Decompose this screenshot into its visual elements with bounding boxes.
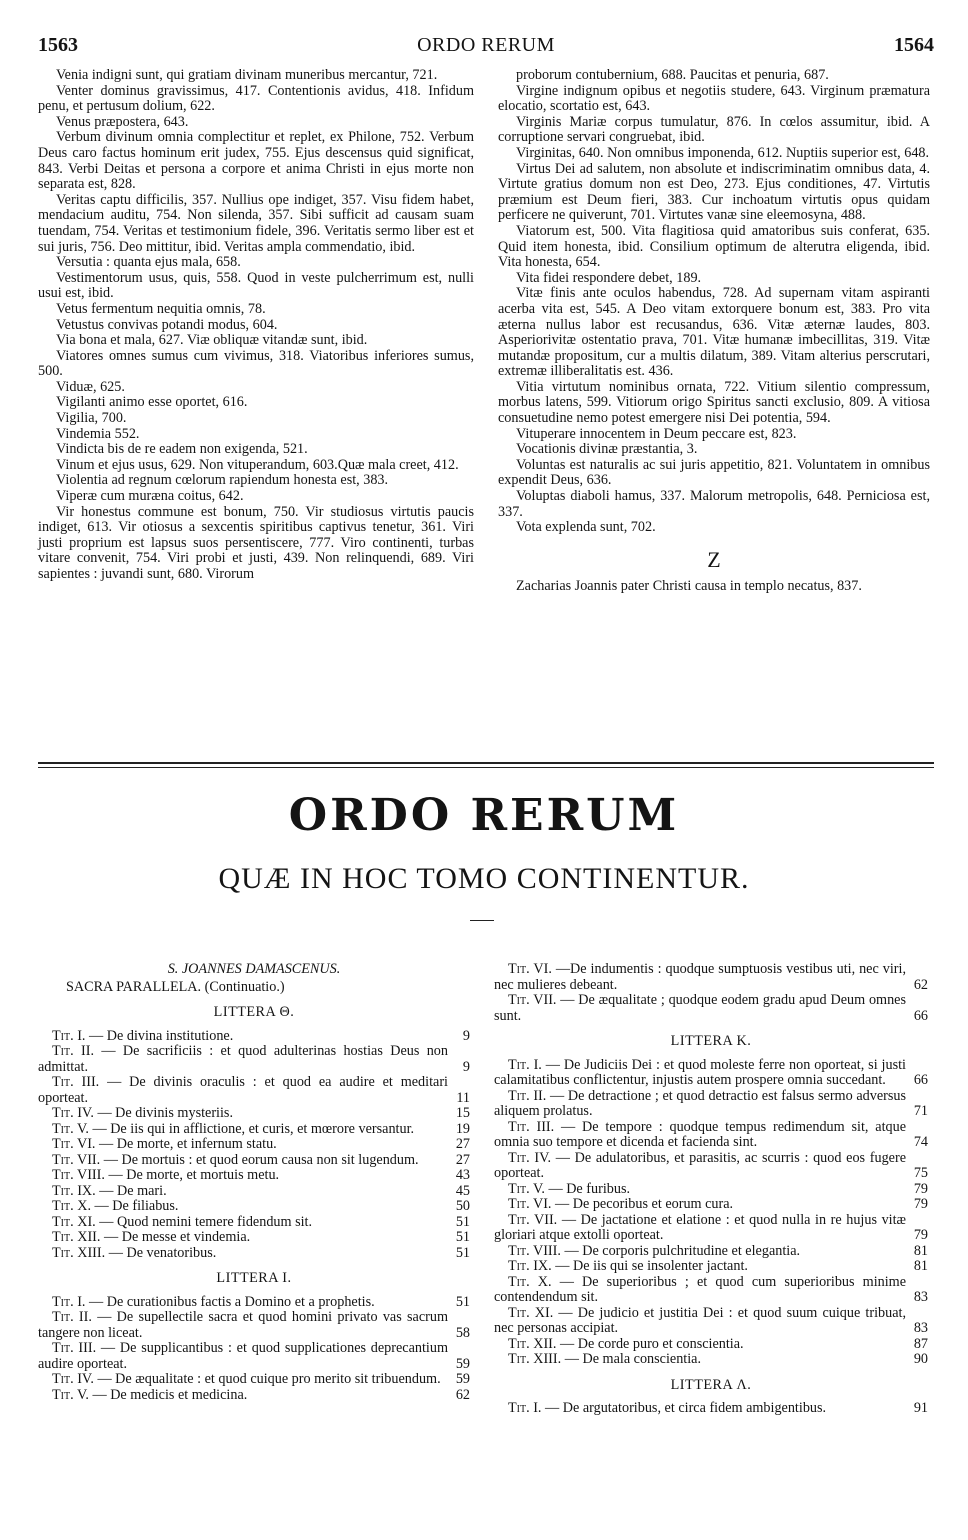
toc-entry-number: Tit. IV.: [52, 1371, 94, 1387]
index-entry: Virgine indignum opibus et negotiis studere, 643. Virginum præmatura elocatio, scortatio est, 643.: [498, 82, 930, 115]
toc-entry-number: Tit. XIII.: [508, 1351, 562, 1367]
toc-entry: [494, 1182, 928, 1198]
toc-entry-text: — De judicio et justitia Dei : et quod suum cuique tribuat, nec personas accipiat.: [494, 1304, 906, 1336]
index-entry: Vir honestus commune est bonum, 750. Vir studiosus virtutis paucis indiget, 613. Vir otiosus a sexcentis spiritibus captivus tenetur, 361. Viri justi proprium est lapsus suos persentiscere, 777. Viro continenti, turbas vitare convenit, 754. Viri probi et justi, 439. Non relinquendi, 689. Viri sapientes : juvandi sunt, 680. Virorum: [38, 503, 474, 582]
toc-entry-text: — De divina institutione.: [85, 1027, 234, 1044]
toc-entry: [494, 1259, 928, 1275]
toc-entry: [38, 1029, 470, 1045]
toc-entry: [494, 1197, 928, 1213]
toc-entry: [494, 1213, 928, 1244]
toc-entry-page: 90: [913, 1351, 928, 1367]
toc-entry-page: 83: [913, 1320, 928, 1336]
toc-work-title: SACRA PARALLELA. (Continuatio.): [66, 978, 285, 995]
toc-entry-text: — De iis qui se insolenter jactant.: [551, 1258, 748, 1274]
toc-entry: [38, 1295, 470, 1311]
toc-entry-page: 9: [462, 1027, 470, 1044]
toc-entry-text: — De messe et vindemia.: [100, 1229, 251, 1245]
toc-entry-text: — De divinis mysteriis.: [93, 1105, 234, 1121]
toc-entry: [38, 1215, 470, 1231]
index-entry: Vigilia, 700.: [56, 410, 127, 427]
running-header: [38, 34, 934, 64]
toc-entry-page: 79: [913, 1180, 928, 1197]
title-dash: [470, 920, 494, 921]
index-entry: Vetustus convivas potandi modus, 604.: [56, 316, 278, 333]
toc-entry-text: — De argutatoribus, et circa fidem ambigentibus.: [541, 1400, 827, 1416]
toc-entry: [38, 1184, 470, 1200]
toc-entry-page: 87: [913, 1335, 928, 1352]
toc-entry-number: Tit. VI.: [52, 1136, 96, 1152]
toc-entry-page: 15: [455, 1105, 470, 1121]
toc-entry-text: —De indumentis : quodque sumptuosis vestibus uti, nec viri, nec mulieres debeant.: [494, 961, 906, 993]
toc-column-left: [38, 962, 470, 1403]
toc-entry-text: — Quod nemini temere fidendum sit.: [95, 1213, 313, 1230]
toc-entry-page: 66: [913, 1072, 928, 1088]
toc-author: S. JOANNES DAMASCENUS.: [167, 961, 341, 977]
section-title: ORDO RERUM: [288, 790, 680, 841]
toc-entry-page: 11: [456, 1089, 470, 1106]
toc-entry-text: — De divinis oraculis : et quod ea audire et meditari oporteat.: [38, 1074, 448, 1106]
toc-entry-number: Tit. XII.: [52, 1229, 101, 1245]
toc-entry-text: — De æqualitate ; quodque eodem gradu apud Deum omnes sunt.: [494, 992, 906, 1024]
toc-entry-page: 59: [455, 1355, 470, 1372]
toc-entry: [38, 1106, 470, 1122]
index-entry: Verbum divinum omnia complectitur et replet, ex Philone, 752. Verbum Deus caro factus hominum erit judex, 755. Ejus descensus quid significat, 843. Verbi Deitas et persona a corpore et anima Christi in ejus morte non separata est, 828.: [38, 129, 474, 193]
index-entry: Veritas captu difficilis, 357. Nullius ope indiget, 357. Visu fidem habet, mendacium auditu, 754. Non silenda, 357. Sibi sufficit ad causam suam tuendam, 754. Veritas et testimonium fidele, 396. Veritatis sermo liber est et sui juris, 756. Deo mittitur, ibid. Veritas ampla commendatio, ibid.: [38, 191, 474, 255]
toc-entry: [494, 1352, 928, 1368]
toc-entry-page: 27: [455, 1151, 470, 1168]
toc-letter-heading: LITTERA Θ.: [213, 1004, 295, 1020]
toc-entry-page: 79: [913, 1196, 928, 1212]
toc-entry-text: — De æqualitate : et quod cuique pro merito sit tribuendum.: [93, 1371, 441, 1387]
toc-entry-text: — De mari.: [95, 1182, 167, 1199]
toc-entry-number: Tit. VI.: [508, 1196, 552, 1212]
toc-entry-page: 83: [913, 1289, 928, 1305]
index-entry: Viatores omnes sumus cum vivimus, 318. Viatoribus inferiores sumus, 500.: [38, 347, 474, 380]
toc-entry-page: 62: [455, 1386, 470, 1403]
section-divider-thin: [38, 767, 934, 768]
toc-entry-page: 59: [455, 1371, 470, 1387]
toc-entry-text: — De Judiciis Dei : et quod moleste ferre non oporteat, si justi calamitatibus conflictentur, injustis autem prospere omnia succedant.: [494, 1056, 906, 1088]
index-entry: Vindemia 552.: [56, 425, 140, 442]
toc-entry: [494, 1306, 928, 1337]
index-entry: Vituperare innocentem in Deum peccare est, 823.: [516, 425, 797, 442]
toc-entry-page: 66: [913, 1007, 928, 1024]
toc-entry-page: 91: [913, 1400, 928, 1416]
toc-entry-page: 45: [455, 1182, 470, 1199]
toc-entry-page: 50: [455, 1198, 470, 1214]
toc-entry-text: — De morte, et mortuis metu.: [104, 1167, 280, 1183]
toc-entry: [38, 1310, 470, 1341]
toc-entry: [38, 1168, 470, 1184]
index-entry-z: Zacharias Joannis pater Christi causa in templo necatus, 837.: [516, 578, 862, 595]
toc-entry-text: — De pecoribus et eorum cura.: [551, 1196, 734, 1212]
toc-entry-page: 51: [455, 1229, 470, 1245]
running-title: ORDO RERUM: [417, 34, 555, 56]
toc-entry-text: — De supellectile sacra et quod homini privato vas sacrum tangere non liceat.: [38, 1309, 448, 1341]
toc-entry-number: Tit. IV.: [508, 1149, 552, 1166]
toc-entry: [38, 1230, 470, 1246]
index-entry: Vestimentorum usus, quis, 558. Quod in veste pulcherrimum est, nulli usui est, ibid.: [38, 269, 474, 302]
toc-entry-page: 71: [913, 1103, 928, 1119]
toc-entry: [38, 1075, 470, 1106]
index-entry: Vitia virtutum nominibus ornata, 722. Vitium silentio compressum, morbus latens, 599. Vitiorum origo Spiritus sancti exclusio, 809. A vitiosa consuetudine nemo potest emergere nisi Dei potentia, 594.: [498, 378, 930, 427]
index-entry: Virginitas, 640. Non omnibus imponenda, 612. Nuptiis superior est, 648.: [516, 144, 930, 161]
toc-entry-number: Tit. V.: [52, 1386, 89, 1403]
toc-entry-page: 79: [913, 1227, 928, 1243]
toc-entry: [38, 1137, 470, 1153]
toc-entry-page: 81: [913, 1242, 928, 1259]
toc-entry-text: — De iis qui in afflictione, et curis, et mœrore versantur.: [88, 1120, 415, 1137]
toc-entry: [38, 1246, 470, 1262]
index-entry: Venter dominus gravissimus, 417. Contentionis avidus, 418. Infidum penu, et pertusum dolium, 622.: [38, 82, 474, 115]
toc-entry-text: — De mala conscientia.: [561, 1351, 702, 1367]
toc-entry-number: Tit. III.: [52, 1074, 100, 1090]
toc-entry-text: — De supplicantibus : et quod supplicationes deprecantium audire oporteat.: [38, 1340, 448, 1372]
index-entry: Via bona et mala, 627. Viæ obliquæ vitandæ sunt, ibid.: [56, 332, 368, 349]
toc-entry: [494, 1275, 928, 1306]
toc-entry: [494, 1401, 928, 1417]
toc-entry-page: 51: [455, 1244, 470, 1261]
index-entry: Viatorum est, 500. Vita flagitiosa quid amatoribus suis conferat, 635. Quid item honesta, ibid. Consilium optimum de alterutra eligenda, ibid. Vita honesta, 654.: [498, 222, 930, 271]
toc-entry: [38, 1122, 470, 1138]
toc-entry-page: 19: [455, 1120, 470, 1137]
toc-entry-number: Tit. VII.: [508, 992, 557, 1008]
index-entry: Vindicta bis de re eadem non exigenda, 521.: [56, 441, 308, 458]
index-entry: Venia indigni sunt, qui gratiam divinam muneribus mercantur, 721.: [56, 67, 438, 83]
toc-entry: [38, 1372, 470, 1388]
toc-entry-page: 9: [462, 1058, 470, 1075]
toc-entry-number: Tit. III.: [508, 1118, 555, 1135]
toc-entry-text: — De adulatoribus, et parasitis, ac scurris : quod eos fugere oporteat.: [494, 1149, 906, 1181]
toc-entry: [494, 1337, 928, 1353]
toc-entry-text: — De venatoribus.: [105, 1244, 217, 1261]
toc-entry-number: Tit. I.: [52, 1293, 86, 1310]
toc-entry: [38, 1388, 470, 1404]
toc-entry: [494, 993, 928, 1024]
index-entry: Vigilanti animo esse oportet, 616.: [56, 394, 248, 411]
index-column-right: [498, 68, 930, 595]
toc-entry-number: Tit. XI.: [508, 1304, 554, 1321]
toc-letter-heading: LITTERA Λ.: [670, 1376, 752, 1393]
index-entry: Virginis Mariæ corpus tumulatur, 876. In cœlos assumitur, ibid. A corruptione servari congruebat, ibid.: [498, 113, 930, 146]
toc-letter-heading: LITTERA I.: [216, 1270, 292, 1286]
toc-entry: [38, 1153, 470, 1169]
toc-entry-number: Tit. XI.: [52, 1213, 96, 1230]
page-number-left: 1563: [38, 34, 78, 56]
toc-entry-page: 27: [455, 1136, 470, 1152]
toc-entry-text: — De furibus.: [544, 1180, 631, 1197]
toc-entry-text: — De jactatione et elatione : et quod nulla in re hujus vitæ gloriari atque extolli oporteat.: [494, 1211, 907, 1243]
index-entry: Violentia ad regnum cœlorum rapiendum honesta est, 383.: [56, 472, 389, 489]
toc-entry-page: 62: [913, 976, 928, 993]
index-entry: Vota explenda sunt, 702.: [516, 519, 656, 536]
toc-entry-text: — De sacrificiis : et quod adulterinas hostias Deus non admittat.: [38, 1043, 448, 1075]
toc-entry-number: Tit. XIII.: [52, 1244, 106, 1261]
index-entry: Viperæ cum murænа coitus, 642.: [56, 488, 244, 505]
toc-entry-text: — De corporis pulchritudine et elegantia.: [560, 1242, 801, 1259]
toc-entry-number: Tit. II.: [52, 1309, 92, 1325]
toc-entry-number: Tit. IX.: [52, 1182, 96, 1199]
section-subtitle: QUÆ IN HOC TOMO CONTINENTUR.: [218, 862, 750, 895]
toc-entry-text: — De mortuis : et quod eorum causa non sit lugendum.: [100, 1151, 419, 1168]
toc-entry-number: Tit. X.: [508, 1273, 552, 1290]
toc-entry-number: Tit. VIII.: [508, 1242, 561, 1259]
index-entry: Voluptas diaboli hamus, 337. Malorum metropolis, 648. Perniciosa est, 337.: [498, 488, 930, 520]
toc-entry-page: 74: [913, 1134, 928, 1150]
toc-entry-text: — De detractione ; et quod detractio est falsus sermo adversus aliquem prolatus.: [494, 1087, 906, 1119]
toc-entry-page: 58: [455, 1324, 470, 1341]
toc-entry-text: — De medicis et medicina.: [88, 1386, 248, 1403]
toc-entry-number: Tit. IV.: [52, 1105, 94, 1121]
toc-entry: [38, 1044, 470, 1075]
toc-entry: [38, 1341, 470, 1372]
toc-entry-number: Tit. V.: [508, 1180, 545, 1197]
toc-entry-number: Tit. VIII.: [52, 1167, 105, 1183]
index-entry: Virtus Dei ad salutem, non absolute et indiscriminatim omnibus data, 4. Virtute gratius domum non est Deo, 273. Ejus conditiones, 47. Virtutis præmium est Deum fieri, 383. Cur inchoatum virtutis opus quidam perficere ne quiverunt, 701. Virtutes vanæ sine eleemosyna, 488.: [498, 160, 930, 224]
toc-entry: [494, 1089, 928, 1120]
toc-entry-page: 81: [913, 1258, 928, 1274]
index-entry: Vitæ finis ante oculos habendus, 728. Ad supernam vitam aspiranti acerba vita est, 545. A Deo vitam extorquere bonum est, 383. Pro vita æterna nullus labor est recusandus, 636. Vitæ æternæ laudes, 803. Asperiorivitæ ostentatio prava, 701. Vitæ humanæ imbecillitas, 319. Vitæ mutandæ propositum, cur a multis dilatum, 389. Vitam alterius perscrutari, extremæ illiberalitatis est. 436.: [498, 285, 930, 380]
page-number-right: 1564: [894, 34, 934, 56]
toc-entry-text: — De corde puro et conscientia.: [556, 1335, 744, 1352]
toc-entry-text: — De curationibus factis a Domino et a prophetis.: [85, 1293, 375, 1310]
toc-entry-number: Tit. VII.: [52, 1151, 101, 1168]
toc-entry-number: Tit. I.: [52, 1027, 86, 1044]
toc-entry-number: Tit. I.: [508, 1400, 542, 1416]
index-entry: Vinum et ejus usus, 629. Non vituperandum, 603.Quæ mala creet, 412.: [56, 456, 459, 473]
toc-entry-number: Tit. IX.: [508, 1258, 552, 1274]
index-letter-z: Z: [707, 546, 721, 572]
index-entry: Vita fidei respondere debet, 189.: [516, 269, 702, 286]
toc-entry-page: 51: [455, 1293, 470, 1310]
index-column-left: [38, 68, 474, 583]
toc-entry-number: Tit. VI.: [508, 961, 552, 977]
index-entry: Voluntas est naturalis ac sui juris appetitio, 821. Voluntatem in omnibus expendit Deus, 636.: [498, 456, 930, 489]
index-entry: Venus præpostera, 643.: [56, 113, 189, 130]
toc-entry-text: — De filiabus.: [91, 1198, 179, 1214]
toc-entry-number: Tit. I.: [508, 1056, 542, 1073]
toc-column-right: [494, 962, 928, 1417]
toc-entry-number: Tit. III.: [52, 1340, 97, 1356]
toc-entry: [494, 1244, 928, 1260]
section-divider-thick: [38, 762, 934, 764]
toc-entry: [38, 1199, 470, 1215]
toc-entry: [494, 1151, 928, 1182]
index-entry: Vetus fermentum nequitia omnis, 78.: [56, 300, 266, 317]
toc-entry-number: Tit. VII.: [508, 1211, 558, 1228]
toc-entry-page: 43: [455, 1167, 470, 1183]
toc-entry-page: 75: [913, 1165, 928, 1181]
toc-entry-number: Tit. II.: [508, 1087, 547, 1104]
toc-entry: [494, 962, 928, 993]
toc-entry-text: — De superioribus ; et quod cum superioribus minime contendendum sit.: [494, 1273, 907, 1305]
toc-entry: [494, 1120, 928, 1151]
toc-entry-number: Tit. II.: [52, 1043, 94, 1059]
index-entry: Vocationis divinæ præstantia, 3.: [516, 441, 698, 458]
toc-entry-text: — De morte, et infernum statu.: [95, 1136, 277, 1152]
toc-entry-number: Tit. XII.: [508, 1335, 557, 1352]
index-entry: Versutia : quanta ejus mala, 658.: [56, 254, 241, 271]
toc-entry: [494, 1058, 928, 1089]
toc-entry-page: 51: [455, 1213, 470, 1230]
index-entry: Viduæ, 625.: [56, 378, 125, 395]
toc-entry-number: Tit. X.: [52, 1198, 91, 1214]
index-entry: proborum contubernium, 688. Paucitas et penuria, 687.: [516, 67, 829, 83]
toc-entry-number: Tit. V.: [52, 1120, 89, 1137]
toc-letter-heading: LITTERA K.: [670, 1033, 752, 1049]
toc-entry-text: — De tempore : quodque tempus redimendum sit, atque omnia suo tempore et dicenda et facienda sint.: [494, 1118, 906, 1150]
